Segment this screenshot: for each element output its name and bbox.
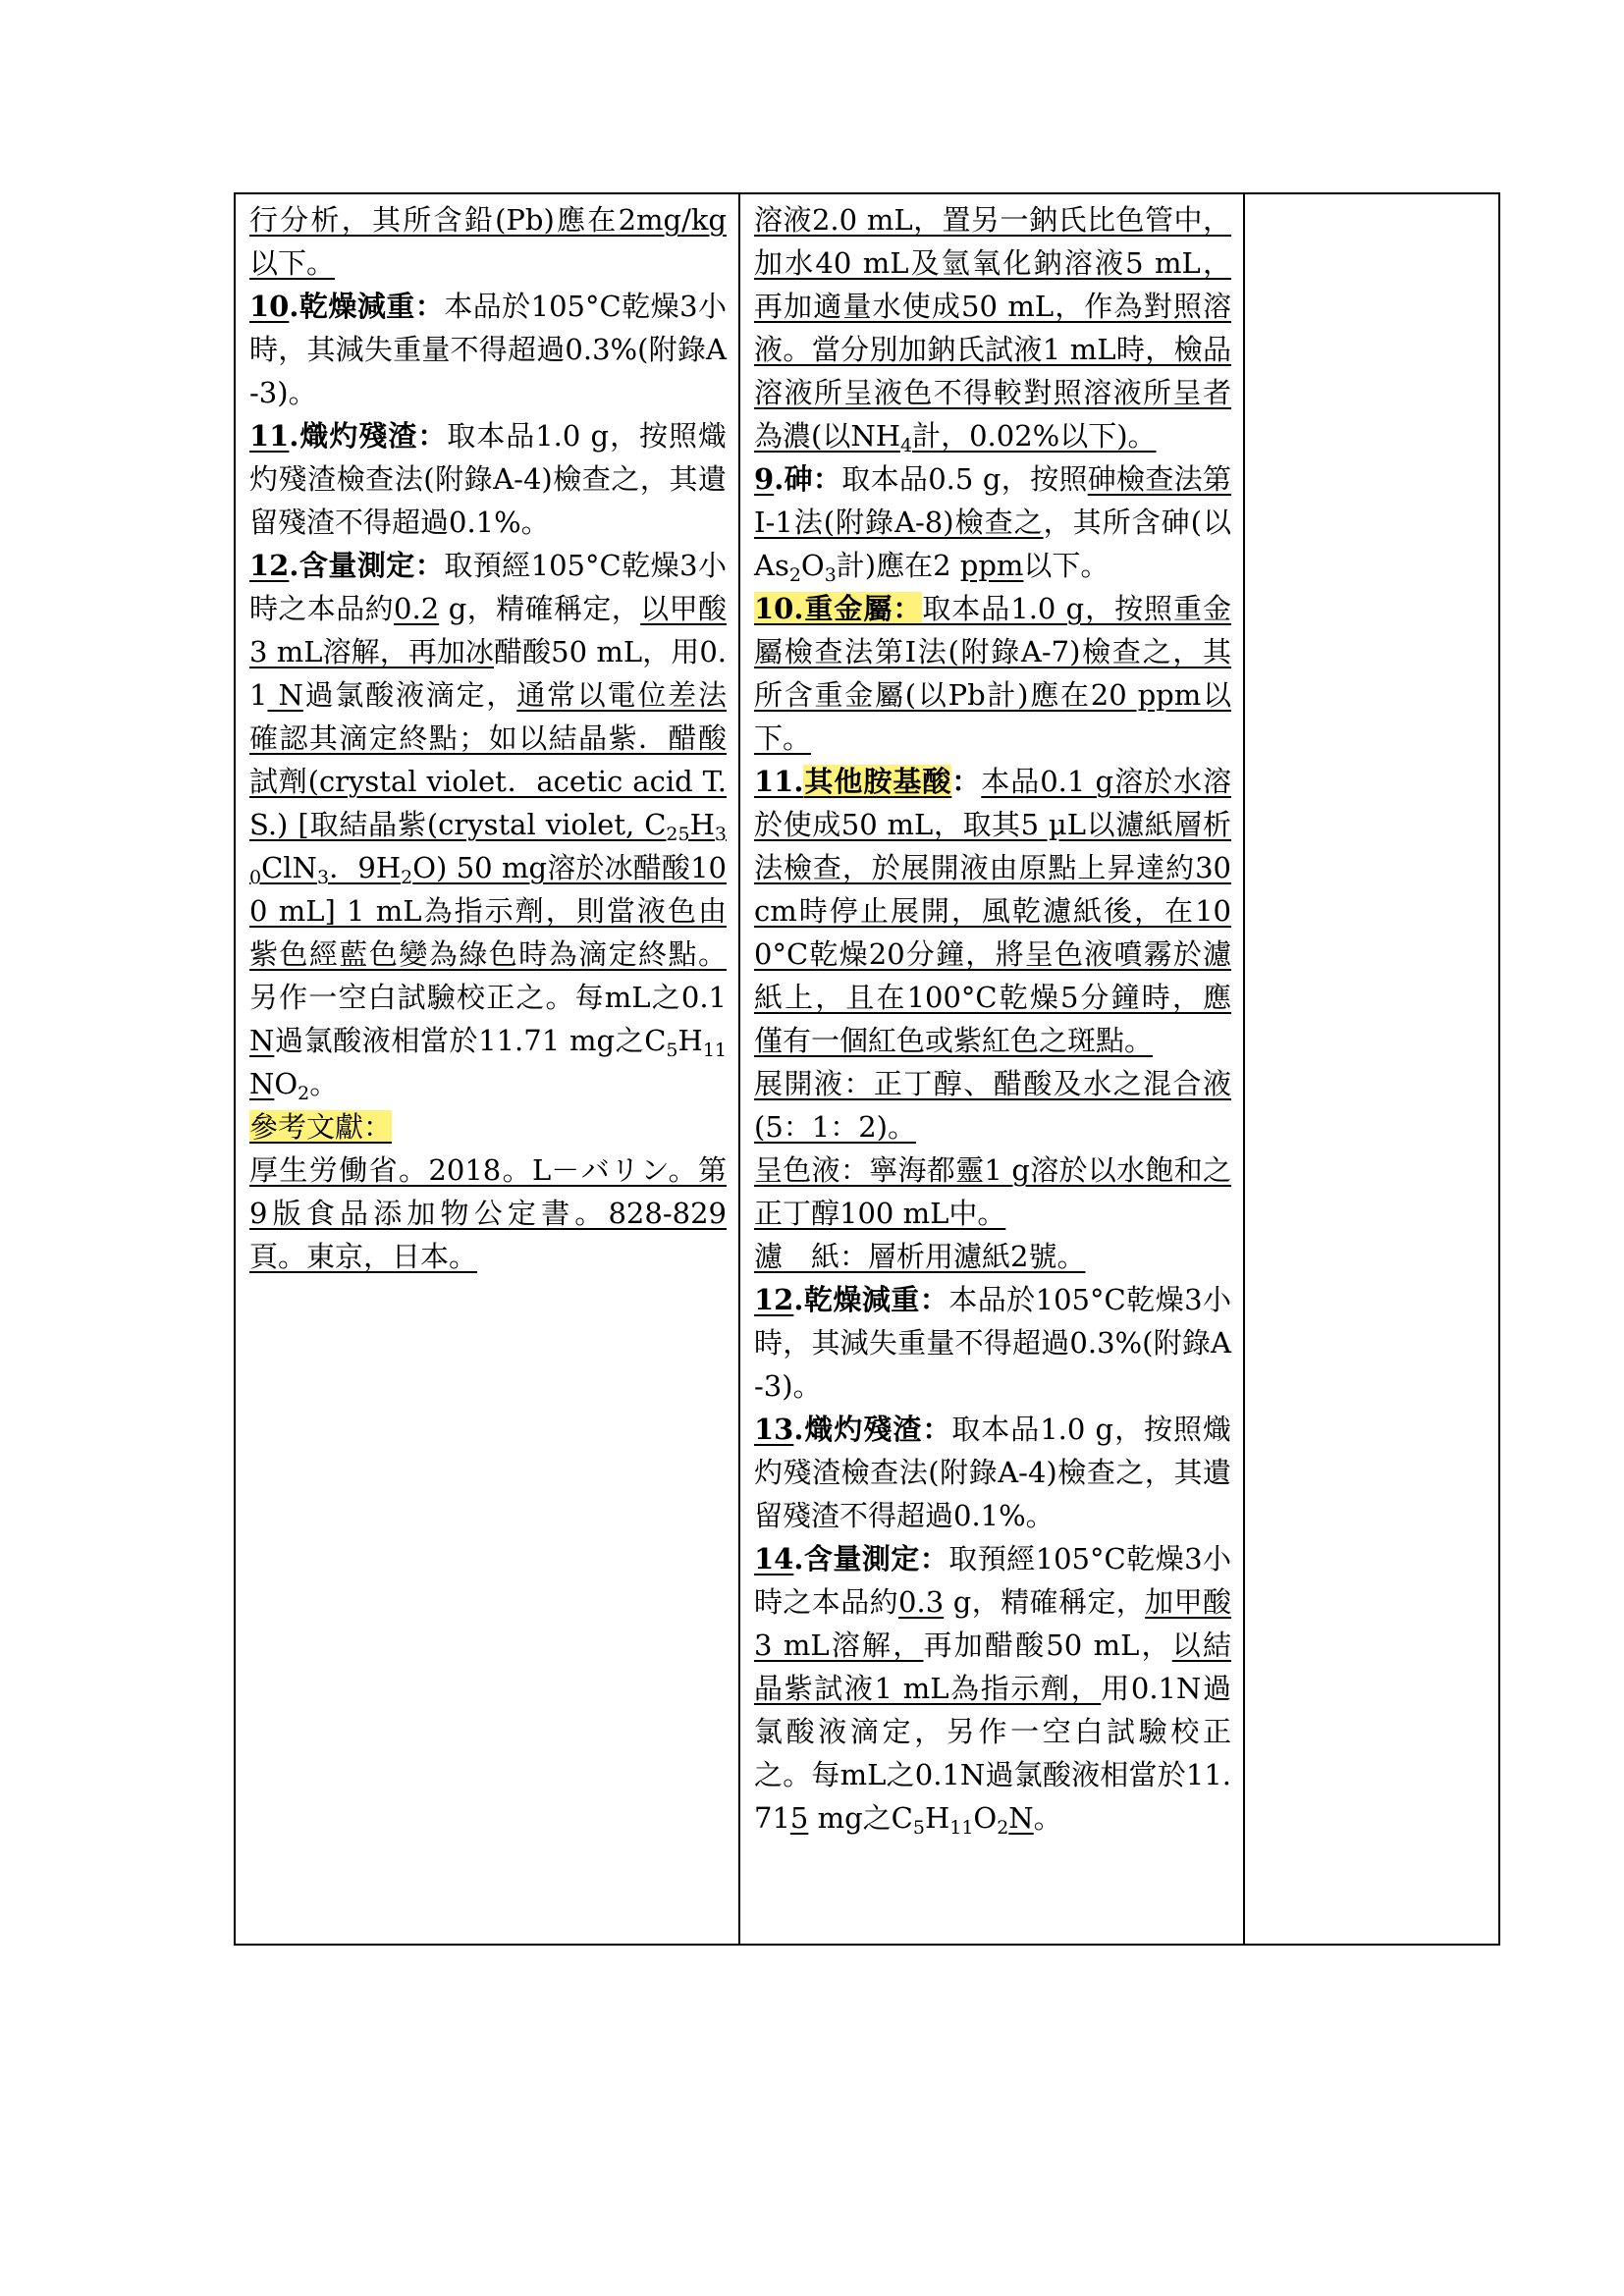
text-segment: 計，0.02%以下)。 [912,419,1157,453]
text-segment: 加甲酸3 mL溶解， [754,1585,1231,1662]
section-body: 取本品1.0 g，按照熾灼殘渣檢查法(附錄A-4)檢查之，其遺留殘渣不得超過0.1%。 [249,419,727,539]
paragraph-lead-limit [249,198,727,285]
column-notes [1244,193,1499,1945]
table-row [235,193,1499,1945]
section-heavy-metals [754,587,1231,760]
section-body: 取本品1.0 g，按照熾灼殘渣檢查法(附錄A-4)檢查之，其遺留殘渣不得超過0.1%。 [754,1413,1231,1532]
subscript: 2 [401,867,413,888]
text-segment: g，精確稱定， [439,592,641,625]
section-body: 取本品1.0 g，按照重金屬檢查法第I法(附錄A-7)檢查之，其所含重金屬(以Pb計)應在20 ppm以下。 [754,592,1231,755]
original-text [249,198,727,1278]
section-body: 本品0.1 g溶於水溶於使成50 mL，取其5 µL以濾紙層析法檢查，於展開液由原點上昇達約30cm時停止展開，風乾濾紙後，在100°C乾燥20分鐘，將呈色液噴霧於濾紙上，且在100°C乾燥5分鐘時，應僅有一個紅色或紫紅色之斑點。 [754,765,1231,1057]
filter-paper [754,1235,1231,1278]
section-number: 9 [754,462,775,496]
text-segment: 砷檢查法第I-1法(附錄A-8)檢查之 [754,462,1231,539]
section-assay [249,544,727,1105]
text-segment: 濾 紙：層析用濾紙2號。 [754,1240,1086,1273]
text-segment: 用0.1N過氯酸液滴定，另作一空白試驗校正之。每mL之0.1N過氯酸液相當於11.71 [754,1672,1231,1835]
column-original [235,193,739,1945]
subscript: 11 [949,1817,974,1839]
text-segment: 以結晶紫試液1 mL為指示劑， [754,1629,1231,1705]
references-body [249,1148,727,1278]
text-segment: 呈色液：寧海都靈1 g溶於以水飽和之正丁醇100 mL中。 [754,1153,1231,1230]
text-segment: ClN [261,851,317,884]
text-segment: 以甲酸3 mL溶解，再加冰 [249,592,727,668]
section-number: 10 [249,290,290,323]
subscript: 25 [666,824,690,845]
subscript: 2 [298,1083,310,1104]
subscript: 11 [702,1040,727,1061]
section-title: .熾灼殘渣： [289,419,448,453]
section-drying-loss [754,1278,1231,1408]
text-segment: mg之C [808,1801,913,1835]
subscript: 3 [316,867,330,888]
section-ignition-residue [754,1408,1231,1537]
section-drying-loss [249,285,727,414]
text-segment: 。 [309,1067,339,1100]
developing-solvent [754,1062,1231,1148]
subscript: 2 [788,564,801,586]
text-segment: 以下。 [1023,549,1110,582]
section-title: .含量測定： [793,1542,949,1575]
section-number: 12 [249,549,290,582]
section-number: 11. [754,765,804,798]
section-number: 14 [754,1542,794,1575]
text-segment: O) 50 mg溶於冰醋酸100 mL] 1 mL為指示劑，則當液色由紫色經藍色變為綠色時為滴定終點。 [249,851,727,971]
text-segment: 展開液：正丁醇、醋酸及水之混合液(5：1：2)。 [754,1067,1231,1144]
section-body: 本品於105°C乾燥3小時，其減失重量不得超過0.3%(附錄A-3)。 [249,290,727,409]
comparison-table [234,192,1500,1946]
text-segment: 醋酸50 mL，用0.1 [249,635,727,712]
text-segment: H [689,808,715,841]
text-segment: 通常以電位差法確認其滴定終點；如以結晶紫．醋酸試劑(crystal violet．acetic acid T.S.) [取結晶紫(crystal violet, C [249,678,727,841]
text-segment: 過氯酸液相當於11.71 mg之C [274,1024,667,1057]
subscript: 5 [912,1817,925,1839]
text-segment: O [274,1067,298,1100]
text-segment: 過氯酸液滴定， [302,678,517,712]
column-revised [739,193,1244,1945]
text-segment: 再加醋酸50 mL， [923,1629,1172,1662]
section-title: .乾燥減重： [793,1283,949,1316]
section-number: 12 [754,1283,794,1316]
revised-text [754,198,1231,1840]
text-segment: H [677,1024,703,1057]
text-segment: 取預經105°C乾燥3小時之本品約 [754,1542,1231,1619]
text-segment: 取預經105°C乾燥3小時之本品約 [249,549,727,625]
text-segment: 另作一空白試驗校正之。每mL之0.1 [249,981,727,1014]
section-other-amino-acids [754,760,1231,1062]
reference-entry: 厚生労働省。2018。L－バリン。第9版食品添加物公定書。828-829頁。東京，日本。 [249,1153,727,1273]
color-reagent [754,1148,1231,1235]
references-title: 參考文獻： [249,1110,393,1144]
text-segment: 取本品0.5 g，按照 [841,462,1088,496]
subscript: 30 [249,824,727,888]
paragraph-ammonium-limit [754,198,1231,457]
section-title: 10.重金屬： [754,592,923,625]
text-segment: O [800,549,825,582]
text-segment: ppm [959,549,1024,582]
subscript: 3 [824,564,837,586]
text-segment: 。 [1033,1801,1062,1835]
text-segment: g，精確稱定， [944,1585,1146,1619]
text-segment: ，其所含砷(以As [754,506,1231,582]
text-segment: H [924,1801,950,1835]
text-segment: 計)應在2 [836,549,960,582]
references-heading [249,1105,727,1148]
text-segment: N [249,1024,275,1057]
text-segment: mg/kg以下。 [249,203,727,280]
text-segment: 溶液2.0 mL，置另一鈉氏比色管中，加水40 mL及氫氧化鈉溶液5 mL，再加適量水使成50 mL，作為對照溶液。當分別加鈉氏試液1 mL時，檢品溶液所呈液色不得較對照溶液所呈者為濃(以NH [754,203,1231,453]
section-title: .熾灼殘渣： [793,1413,952,1446]
text-segment: 0.3 [898,1585,945,1619]
text-segment: ．9H [329,851,402,884]
text-segment [249,678,727,971]
section-number: 11 [249,419,290,453]
section-arsenic [754,457,1231,587]
section-ignition-residue [249,414,727,544]
subscript: 5 [666,1040,678,1061]
subscript: 2 [997,1817,1009,1839]
text-segment: N [1008,1801,1034,1835]
text-segment: ： [951,765,982,798]
subscript: 4 [899,435,913,456]
section-title: 其他胺基酸 [803,765,952,798]
section-assay [754,1537,1231,1840]
section-title: .含量測定： [289,549,445,582]
section-number: 13 [754,1413,794,1446]
text-segment: 行分析，其所含鉛(Pb)應在2 [249,203,637,237]
section-body: 本品於105°C乾燥3小時，其減失重量不得超過0.3%(附錄A-3)。 [754,1283,1231,1403]
text-segment: O [973,1801,998,1835]
text-segment: 0.2 [394,592,440,625]
text-segment: 5 [789,1801,809,1835]
section-title: .砷： [774,462,842,496]
text-segment: N [267,678,303,712]
text-segment: N [249,1067,275,1100]
section-title: .乾燥減重： [289,290,445,323]
